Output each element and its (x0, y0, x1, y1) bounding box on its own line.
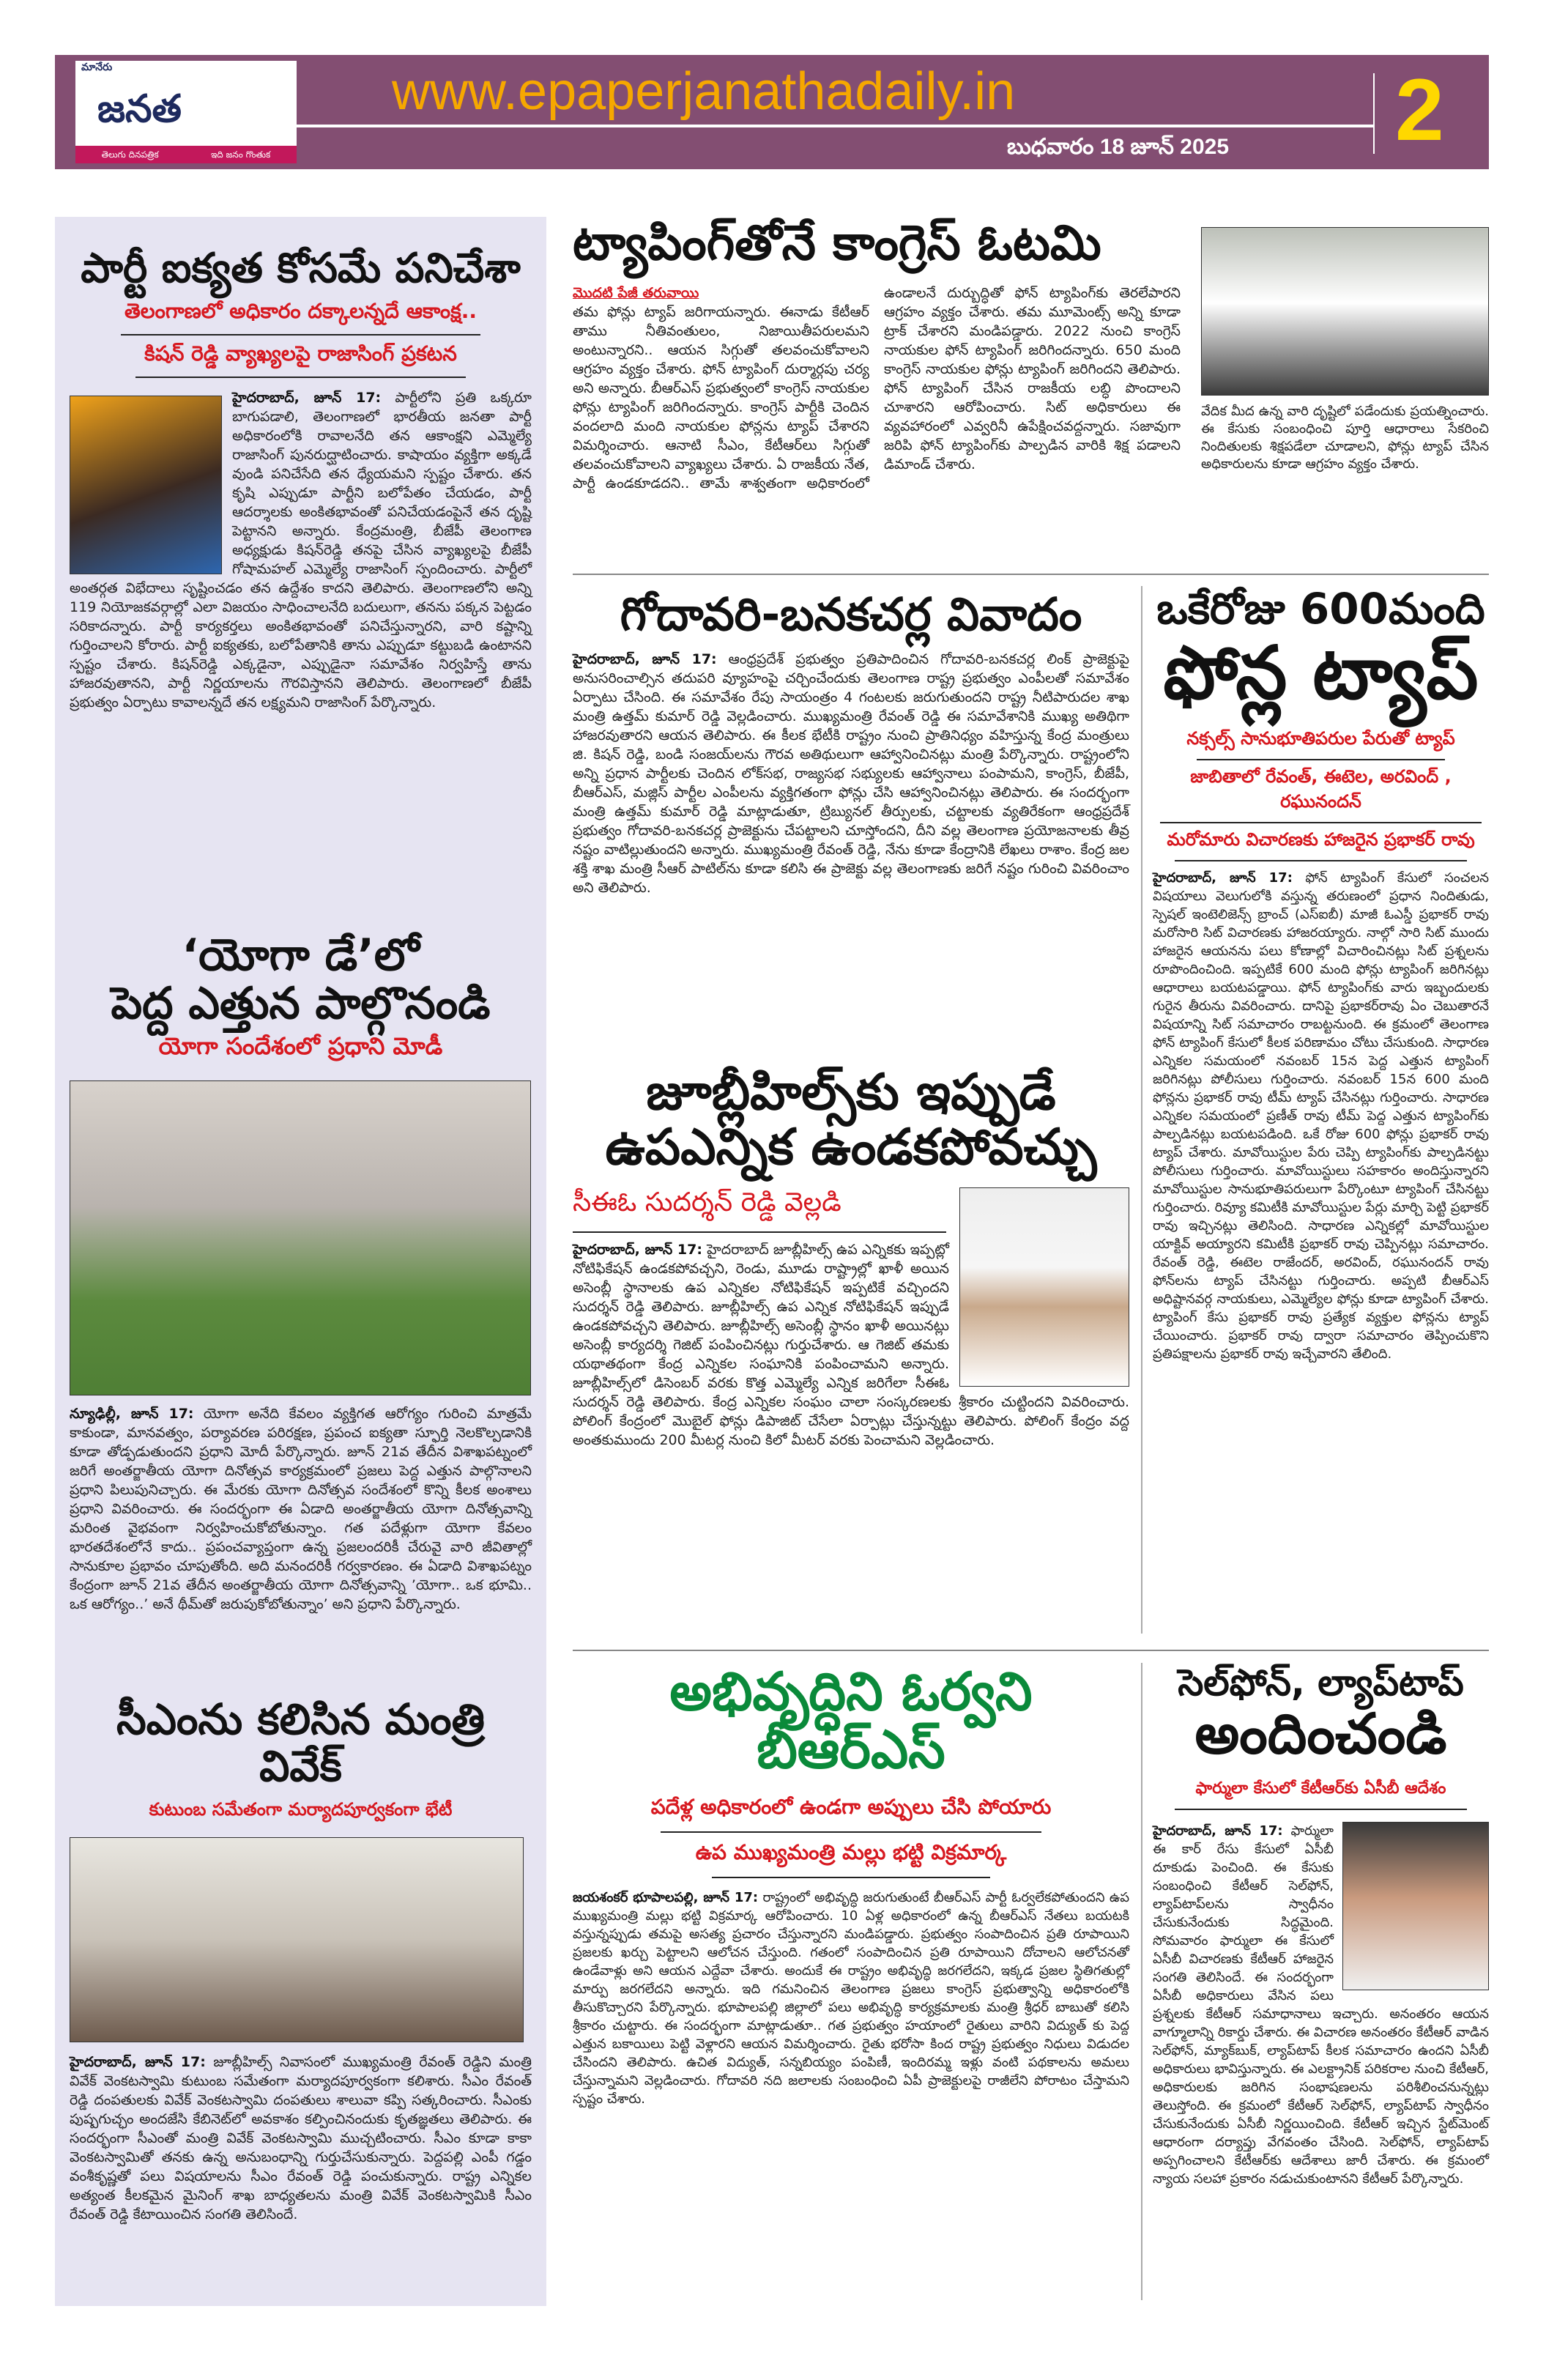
section-divider (573, 574, 1489, 575)
article-body: తమ ఫోన్లు ట్యాప్ జరిగాయన్నారు. ఈనాడు కేటీఆర్ తాము నీతివంతులం, నిజాయితీపరులమని అంటున్నారని.. ఆయన సిగ్గుతో తలవంచుకోవాలని ఆగ్రహం వ్యక్తం చేశారు. ఫోన్ ట్యాపింగ్ దుర్మార్గపు చర్య అని అన్నారు. బీఆర్ఎస్ ప్రభుత్వంలో కాంగ్రెస్ నాయకుల ఫోన్లు ట్యాపింగ్ జరిగిందన్నారు. కాంగ్రెస్ పార్టీకి చెందిన వందలాది మంది నాయకుల ఫోన్లను ట్యాప్ చేశారని విమర్శించారు. ఆనాటి సీఎం, కేటీఆర్‌లు సిగ్గుతో తలవంచుకోవాలని వ్యాఖ్యలు చేశారు. ఏ రాజకీయ నేత, పార్టీ ఉండకూడదని.. తామే శాశ్వతంగా అధికారంలో ఉండాలనే దుర్బుద్ధితో ఫోన్ ట్యాపింగ్‌కు తెరలేపారని ఆగ్రహం వ్యక్తం చేశారు. తమ మూమెంట్స్ అన్ని కూడా ట్రాక్ చేశారని మండిపడ్డారు. 2022 నుంచి కాంగ్రెస్ నాయకుల ఫోన్ ట్యాపింగ్ జరిగిందన్నారు. 650 మంది కాంగ్రెస్ నాయకుల ఫోన్లు ట్యాపింగ్ జరిగిందని తెలిపారు. ఫోన్ ట్యాపింగ్ చేసిన రాజకీయ లబ్ధి పొందాలని చూశారని ఆరోపించారు. సిట్ అధికారులు ఈ వ్యవహారంలో ఎవ్వరినీ ఉపేక్షించవద్దన్నారు. సజావుగా జరిపి ఫోన్ ట్యాపింగ్‌కు పాల్పడిన వారికి శిక్ష పడాలని డిమాండ్ చేశారు. (573, 284, 1181, 492)
article-body: ఫోన్ ట్యాపింగ్ కేసులో సంచలన విషయాలు వెలుగులోకి వస్తున్న తరుణంలో ప్రధాన నిందితుడు, స్పెషల్ ఇంటెలిజెన్స్ బ్రాంచ్ (ఎస్ఐబీ) మాజీ ఓఎస్డీ ప్రభాకర్ రావు మరోసారి సిట్ విచారణకు హాజరయ్యారు. నాల్గో సారి సిట్ ముందు హాజరైన ఆయనను పలు కోణాల్లో విచారించినట్లు సిట్ ప్రశ్నలను రూపొందించింది. ఇప్పటికే 600 మంది ఫోన్లు ట్యాపింగ్ జరిగినట్లు ఆధారాలు బయటపడ్డాయి. ఫోన్ ట్యాపింగ్‌కు వారు ఇబ్బందులకు గురైన తీరును వివరించారు. దానిపై ప్రభాకర్‌రావు ఏం చెబుతారనే విషయాన్ని సిట్ సమాచారం రాబట్టనుంది. ఈ క్రమంలో తెలంగాణ ఫోన్ ట్యాపింగ్ కేసులో కీలక పరిణామం చోటు చేసుకుంది. సాధారణ ఎన్నికల సమయంలో నవంబర్ 15న పెద్ద ఎత్తున ట్యాపింగ్ జరిగినట్లు పోలీసులు గుర్తించారు. నవంబర్ 15న 600 మంది ఫోన్లను ప్రభాకర్ రావు టీమ్ ట్యాప్ చేసినట్లు గుర్తించారు. సాధారణ ఎన్నికల సమయంలో ప్రణీత్ రావు టీమ్ పెద్ద ఎత్తున ట్యాపింగ్‌కు పాల్పడినట్లు బయటపడింది. ఒకే రోజు 600 ఫోన్లు ప్రభాకర్ రావు ట్యాప్ చేశారు. మావోయిస్టుల పేరు చెప్పి ట్యాపింగ్‌కు పాల్పడినట్టు పోలీసులు గుర్తించారు. మావోయిస్టులు సహకారం అందిస్తున్నారని మావోయిస్టుల సానుభూతిపరులుగా పేర్కొంటూ ట్యాపింగ్ చేసినట్టు గుర్తించారు. రివ్యూ కమిటీకి మావోయిస్టుల పేర్లు మార్చి పెట్టి ప్రభాకర్ రావు ఇచ్చినట్లు తెలిసింది. సాధారణ ఎన్నికల్లో మావోయిస్టుల యాక్టివ్ అయ్యారని కమిటీకి ప్రభాకర్ రావు చెప్పినట్లు సమాచారం. రేవంత్ రెడ్డి, ఈటెల రాజేందర్, అరవింద్, రఘునందన్ రావు ఫోన్‌లను ట్యాప్ చేసినట్టు గుర్తించారు. అప్పటి బీఆర్ఎస్ అధిష్టానవర్గ నాయకులు, ఎమ్మెల్యేల ఫోన్లు కూడా ట్యాపింగ్ చేశారు. ట్యాపింగ్ కేసు ప్రభాకర్ రావు ప్రత్యేక వ్యక్తుల ఫోన్లను ట్యాప్ చేయించారు. ప్రభాకర్ రావు ద్వారా సమాచారం తెప్పించుకొని ప్రతిపక్షాలను ప్రభాకర్ రావు ఇచ్చేవారని తేలింది. (1153, 870, 1490, 1362)
divider (1175, 1809, 1467, 1810)
subheadline: కిషన్ రెడ్డి వ్యాఖ్యలపై రాజాసింగ్ ప్రకటన (144, 341, 457, 366)
masthead-divider (297, 125, 1373, 127)
logo-band (75, 146, 297, 163)
photo-sudarshan-reddy (959, 1187, 1129, 1387)
headline: ఉపఎన్నిక ఉండకపోవచ్చు (605, 1118, 1097, 1176)
article-body: హైదరాబాద్ జూబ్లీహిల్స్ ఉప ఎన్నికకు ఇప్పట్లో నోటిఫికేషన్ ఉండకపోవచ్చని, రెండు, మూడు రాష్ట్రాల్లో ఖాళీ అయిన అసెంబ్లీ స్థానాలకు ఉప ఎన్నికల నోటిఫికేషన్ ఇప్పటికే వచ్చిందని సుదర్శన్ రెడ్డి తెలిపారు. జూబ్లీహిల్స్ ఉప ఎన్నిక నోటిఫికేషన్ ఇప్పుడే ఉండకపోవచ్చని తెలిపారు. జూబ్లీహిల్స్ అసెంబ్లీ స్థానం ఖాళీ అయినట్లు అసెంబ్లీ కార్యదర్శి గెజిట్ పంపించినట్లు గుర్తుచేశారు. ఆ గెజిట్ తమకు యథాతథంగా కేంద్ర ఎన్నికల సంఘానికి పంపించామని అన్నారు. జూబ్లీహిల్స్‌లో డిసెంబర్ వరకు కొత్త ఎమ్మెల్యే ఎన్నిక జరిగేలా సీఈఓ సుదర్శన్ రెడ్డి తెలిపారు. కేంద్ర ఎన్నికల సంఘం చాలా సంస్కరణలకు శ్రీకారం చుట్టిందని వివరించారు. పోలింగ్ కేంద్రంలో మొబైల్ ఫోన్లు డిపాజిట్ చేసేలా ఏర్పాట్లు చేస్తున్నట్టు తెలిపారు. పోలింగ్ కేంద్రం వద్ద అంతకుముందు 200 మీటర్ల నుంచి కిలో మీటర్ వరకు పెంచామని వెల్లడించారు. (573, 1241, 1129, 1448)
column-divider (1141, 586, 1142, 1634)
logo-tagline-top: మానేరు (81, 62, 113, 73)
photo-cm-vivek (70, 1837, 524, 2042)
newspaper-logo (75, 61, 297, 163)
photo-raja-singh (70, 396, 222, 574)
article-body: ఆంధ్రప్రదేశ్ ప్రభుత్వం ప్రతిపాదించిన గోదావరి-బనకచర్ల లింక్ ప్రాజెక్టుపై అనుసరించాల్సిన తదుపరి వ్యూహంపై చర్చించేందుకు తెలంగాణ రాష్ట్ర ప్రభుత్వం ఎంపీలతో సమావేశం ఏర్పాటు చేసింది. ఈ సమావేశం రేపు సాయంత్రం 4 గంటలకు జరుగుతుందని రాష్ట్ర నీటిపారుదల శాఖ మంత్రి ఉత్తమ్ కుమార్ రెడ్డి వెల్లడించారు. ముఖ్యమంత్రి రేవంత్ రెడ్డి ఈ సమావేశానికి ముఖ్య అతిథిగా హాజరవుతారని ఆయన తెలిపారు. ఈ కీలక భేటీకి రాష్ట్రం నుంచి ప్రాతినిధ్యం వహిస్తున్న కేంద్ర మంత్రులు జి. కిషన్ రెడ్డి, బండి సంజయ్‌లను గౌరవ అతిథులుగా ఆహ్వానించినట్లు మంత్రి పేర్కొన్నారు. రాష్ట్రంలోని అన్ని ప్రధాన పార్టీలకు చెందిన లోక్‌సభ, రాజ్యసభ సభ్యులకు ఆహ్వానాలు పంపామని, కాంగ్రెస్, బీజేపీ, బీఆర్ఎస్, మజ్లిస్ పార్టీల ఎంపీలను వ్యక్తిగతంగా ఫోన్లు చేసి ఆహ్వానించినట్లు తెలిపారు. ఈ సందర్భంగా మంత్రి ఉత్తమ్ కుమార్ రెడ్డి మాట్లాడుతూ, ట్రిబ్యునల్ తీర్పులకు, చట్టాలకు వ్యతిరేకంగా ఆంధ్రప్రదేశ్ ప్రభుత్వం గోదావరి-బనకచర్ల ప్రాజెక్టును చేపట్టాలని చూస్తోందని, దీని వల్ల తెలంగాణ ప్రయోజనాలకు తీవ్ర నష్టం వాటిల్లుతుందని అన్నారు. ముఖ్యమంత్రి రేవంత్ రెడ్డి, నేను కూడా కేంద్రానికి లేఖలు రాశాం. కేంద్ర జల శక్తి శాఖ మంత్రి సీఆర్ పాటిల్‌ను కూడా కలిసి ఈ ప్రాజెక్టు వల్ల తెలంగాణకు జరిగే నష్టం గురించి వివరించాం అని తెలిపారు. (573, 651, 1129, 897)
headline: ‘యోగా డే’లో (182, 930, 420, 981)
subheadline: సీఈఓ సుదర్శన్ రెడ్డి వెల్లడి (573, 1187, 841, 1217)
divider (1160, 822, 1482, 823)
divider (1175, 860, 1467, 861)
dateline: న్యూఢిల్లీ, జూన్ 17: (70, 1406, 194, 1422)
article-body: జూబ్లీహిల్స్ నివాసంలో ముఖ్యమంత్రి రేవంత్ రెడ్డిని మంత్రి వివేక్ వెంకటస్వామి కుటుంబ సమేతంగా మర్యాదపూర్వకంగా కలిశారు. సీఎం రేవంత్ రెడ్డి దంపతులకు వివేక్ వెంకటస్వామి దంపతులు శాలువా కప్పి సత్కరించారు. సీఎంకు పుష్పగుచ్ఛం అందజేసి కేబినెట్‌లో అవకాశం కల్పించినందుకు కృతజ్ఞతలు తెలిపారు. ఈ సందర్భంగా సీఎంతో మంత్రి వివేక్ వెంకటస్వామి ముచ్చటించారు. సీఎం కూడా కాకా వెంకటస్వామితో తనకు ఉన్న అనుబంధాన్ని గుర్తుచేసుకున్నారు. పెద్దపల్లి ఎంపీ గడ్డం వంశీకృష్ణతో పలు విషయాలను సీఎం రేవంత్ రెడ్డి పంచుకున్నారు. రాష్ట్ర ఎన్నికల అత్యంత కీలకమైన మైనింగ్ శాఖ బాధ్యతలను మంత్రి వివేక్ వెంకటస్వామికి సీఎం రేవంత్ రెడ్డి కేటాయించిన సంగతి తెలిసిందే. (70, 2053, 532, 2223)
subheadline: మరోమారు విచారణకు హాజరైన ప్రభాకర్ రావు (1167, 828, 1475, 850)
headline: గోదావరి-బనకచర్ల వివాదం (620, 587, 1082, 641)
logo-band-left: తెలుగు దినపత్రిక (101, 149, 159, 160)
headline: సీఎంను కలిసిన మంత్రి వివేక్ (116, 1694, 485, 1791)
dateline: జయశంకర్ భూపాలపల్లి, జూన్ 17: (573, 1890, 759, 1906)
website-url[interactable]: www.epaperjanathadaily.in (392, 62, 1016, 121)
photo-ktr (1342, 1822, 1489, 1990)
article-vivek (70, 1694, 532, 2331)
divider (1197, 759, 1445, 760)
headline: ట్యాపింగ్‌తోనే కాంగ్రెస్ ఓటమి (573, 215, 1101, 271)
divider (135, 377, 466, 378)
divider (661, 1831, 1041, 1833)
article-body: రాష్ట్రంలో అభివృద్ధి జరుగుతుంటే బీఆర్ఎస్ పార్టీ ఓర్వలేకపోతుందని ఉప ముఖ్యమంత్రి మల్లు భట్టి విక్రమార్క ఆరోపించారు. 10 ఏళ్ల అధికారంలో ఉన్న బీఆర్ఎస్ నేతలు బయటకి వస్తున్నప్పుడు తమపై అసత్య ప్రచారం చేస్తున్నారని మండిపడ్డారు. ప్రభుత్వం సంపాదించిన ప్రతి రూపాయిని ప్రజలకు ఖర్చు పెట్టాలని ఆలోచన చేస్తుంది. గతంలో సంపాదించిన ప్రతి రూపాయిని దోచాలని ఆలోచనతో ఉండేవాళ్లు అని ఆయన ఎద్దేవా చేశారు. అందుకే ఈ రాష్ట్రం అభివృద్ధి జరగలేదని, ఇక్కడ ప్రజల స్థితిగతుల్లో మార్పు జరగలేదని అన్నారు. ఇది గమనించిన తెలంగాణ ప్రజలు కాంగ్రెస్ ప్రభుత్వాన్ని అధికారంలోకి తీసుకొచ్చారని పేర్కొన్నారు. భూపాలపల్లి జిల్లాలో పలు అభివృద్ధి కార్యక్రమాలకు మంత్రి శ్రీధర్ బాబుతో కలిసి శ్రీకారం చుట్టారు. ఈ సందర్భంగా మాట్లాడుతూ.. గత ప్రభుత్వం హయాంలో రైతులు వారిని విద్యుత్ కు పెద్ద ఎత్తున బకాయిలు పెట్టి వెళ్లారని ఆయన విమర్శించారు. రైతు భరోసా కింద రాష్ట్ర ప్రభుత్వం నిధులు విడుదల చేసిందని తెలిపారు. ఉచిత విద్యుత్, సన్నబియ్యం పంపిణీ, ఇందిరమ్మ ఇళ్లు వంటి పథకాలను అమలు చేస్తున్నామని వెల్లడించారు. గోదావరి నది జలాలకు సంబంధించి ఏపీ ప్రాజెక్టులపై రాజీలేని పోరాటం చేస్తామని స్పష్టం చేశారు. (573, 1890, 1129, 2107)
headline: సెల్‌ఫోన్, ల్యాప్‌టాప్ (1178, 1661, 1464, 1704)
subheadline: జాబితాలో రేవంత్, ఈటెల, అరవింద్ , రఘునందన్ (1190, 765, 1452, 812)
column-divider (1141, 1663, 1142, 2300)
divider (121, 334, 480, 336)
divider (712, 1877, 990, 1878)
headline: పార్టీ ఐక్యత కోసమే పనిచేశా (81, 245, 521, 292)
headline: ఫోన్ల ట్యాప్ (1163, 629, 1479, 716)
continued-label: మొదటి పేజీ తరువాయి (573, 284, 699, 301)
headline: పెద్ద ఎత్తున పాల్గొనండి (111, 978, 491, 1029)
headline: ఒకేరోజు 600మంది (1156, 584, 1485, 634)
section-divider (573, 1650, 1489, 1651)
divider (573, 1231, 946, 1233)
dateline: హైదరాబాద్, జూన్ 17: (573, 651, 717, 668)
headline: అందించండి (1194, 1701, 1447, 1766)
headline: జూబ్లీహిల్స్‌కు ఇప్పుడే (646, 1064, 1056, 1122)
issue-date: బుధవారం 18 జూన్ 2025 (1007, 135, 1230, 159)
subheadline: ఫార్ములా కేసులో కేటీఆర్‌కు ఏసీబీ ఆదేశం (1195, 1779, 1446, 1798)
article-party-unity (70, 246, 532, 967)
dateline: హైదరాబాద్, జూన్ 17: (573, 1241, 702, 1258)
photo-leaders (1201, 227, 1489, 396)
page-number: 2 (1395, 61, 1444, 159)
dateline: హైదరాబాద్, జూన్ 17: (1153, 1823, 1283, 1839)
article-tapping (573, 217, 1181, 547)
masthead (55, 55, 1489, 169)
logo-band-right: ఇది జనం గొంతుక (210, 149, 271, 160)
article-body: యోగా అనేది కేవలం వ్యక్తిగత ఆరోగ్యం గురించి మాత్రమే కాకుండా, మానవత్వం, పర్యావరణ పరిరక్షణ, ప్రపంచ ఐక్యతా స్ఫూర్తి నెలకొల్పడానికి కూడా తోడ్పడుతుందని ప్రధాని మోదీ పేర్కొన్నారు. జూన్ 21వ తేదీన విశాఖపట్నంలో జరిగే అంతర్జాతీయ యోగా దినోత్సవ కార్యక్రమంలో ప్రజలు పెద్ద ఎత్తున పాల్గొనాలని ప్రధాని పిలుపునిచ్చారు. ఈ మేరకు యోగా దినోత్సవ సందేశంలో కొన్ని కీలక అంశాలు ప్రధాని వివరించారు. ఈ సందర్భంగా ఈ ఏడాది అంతర్జాతీయ యోగా దినోత్సవాన్ని మరింత వైభవంగా నిర్వహించుకోబోతున్నాం. గత పదేళ్లుగా యోగా కేవలం భారతదేశంలోనే కాదు.. ప్రపంచవ్యాప్తంగా ఉన్న ప్రజలందరికీ చేరువై వారి జీవితాల్లో సానుకూల ప్రభావం చూపుతోంది. అది మనందరికీ గర్వకారణం. ఈ ఏడాది విశాఖపట్నం కేంద్రంగా జూన్ 21వ తేదీన అంతర్జాతీయ యోగా దినోత్సవాన్ని ’యోగా.. ఒక భూమి.. ఒక ఆరోగ్యం..’ అనే థీమ్‌తో జరుపుకోబోతున్నాం’ అని ప్రధాని పేర్కొన్నారు. (70, 1406, 532, 1612)
dateline: హైదరాబాద్, జూన్ 17: (232, 389, 382, 406)
photo-caption: వేదిక మీద ఉన్న వారి దృష్టిలో పడేందుకు ప్రయత్నించారు. ఈ కేసుకు సంబంధించి పూర్తి ఆధారాలు సేకరించి నిందితులకు శిక్షపడేలా చూడాలని, ఫోన్లు ట్యాప్ చేసిన అధికారులను కూడా ఆగ్రహం వ్యక్తం చేశారు. (1201, 404, 1489, 472)
subheadline: నక్సల్స్ సానుభూతిపరుల పేరుతో ట్యాప్ (1186, 727, 1455, 749)
subheadline: ఉప ముఖ్యమంత్రి మల్లు భట్టి విక్రమార్క (695, 1840, 1007, 1865)
article-yoga (70, 931, 532, 1690)
article-cellphone-laptop (1153, 1663, 1489, 2261)
article-brs (573, 1663, 1129, 2335)
headline: అభివృద్ధిని ఓర్వని బీఆర్ఎస్ (669, 1661, 1033, 1781)
dateline: హైదరాబాద్, జూన్ 17: (70, 2053, 206, 2070)
article-body: పార్టీలోని ప్రతి ఒక్కరూ బాగుపడాలి, తెలంగాణలో భారతీయ జనతా పార్టీ అధికారంలోకి రావాలనేది తన ఆకాంక్షని ఎమ్మెల్యే రాజాసింగ్ పునరుద్ఘాటించారు. కాషాయం వ్యక్తిగా అక్కడే వుండి పనిచేసేది తన ధ్యేయమని స్పష్టం చేశారు. తన కృషి ఎప్పుడూ పార్టీని బలోపేతం చేయడం, పార్టీ ఆదర్శాలకు అంకితభావంతో పనిచేయడంపైనే తన దృష్టి పెట్టానని అన్నారు. కేంద్రమంత్రి, బీజేపీ తెలంగాణ అధ్యక్షుడు కిషన్‌రెడ్డి తనపై చేసిన వ్యాఖ్యలపై బీజేపీ గోషామహల్ ఎమ్మెల్యే రాజాసింగ్ స్పందించారు. పార్టీలో అంతర్గత విభేదాలు సృష్టించడం తన ఉద్దేశం కాదని తెలిపారు. తెలంగాణలోని అన్ని 119 నియోజకవర్గాల్లో ఎలా విజయం సాధించాలనేది బదులుగా, తనను పక్కన పెట్టడం సరికాదన్నారు. పార్టీ కార్యకర్తలు అంకితభావంతో పనిచేస్తున్నారని, వారి కష్టాన్ని గుర్తించాలని కోరారు. పార్టీ ఐక్యతకు, బలోపేతానికి తాను ఎప్పుడూ కట్టుబడి ఉంటానని స్పష్టం చేశారు. కిషన్‌రెడ్డి ఎక్కడైనా, ఎప్పుడైనా సమావేశం నిర్వహిస్తే తాను హాజరవుతానని, పార్టీ నిర్ణయాలను గౌరవిస్తానని తెలిపారు. తెలంగాణలో బీజేపీ ప్రభుత్వం ఏర్పాటు కావాలన్నదే తన లక్ష్యమని రాజాసింగ్ పేర్కొన్నారు. (70, 389, 532, 711)
subheadline: యోగా సందేశంలో ప్రధాని మోడీ (158, 1032, 443, 1060)
dateline: హైదరాబాద్, జూన్ 17: (1153, 870, 1293, 886)
masthead-vertical-divider (1373, 73, 1375, 154)
subheadline: పదేళ్ల అధికారంలో ఉండగా అప్పులు చేసి పోయారు (650, 1795, 1052, 1820)
subheadline: తెలంగాణలో అధికారం దక్కాలన్నదే ఆకాంక్ష.. (125, 298, 477, 323)
photo-yoga-modi (70, 1080, 531, 1395)
article-jubilee-hills (573, 1066, 1129, 1606)
logo-title: జనత (97, 87, 182, 131)
article-body: ఫార్ములా ఈ కార్ రేసు కేసులో ఏసీబీ దూకుడు పెంచింది. ఈ కేసుకు సంబంధించి కేటీఆర్ సెల్‌ఫోన్, ల్యాప్‌టాప్‌లను స్వాధీనం చేసుకునేందుకు సిద్ధమైంది. సోమవారం ఫార్ములా ఈ కేసులో ఏసీబీ విచారణకు కేటీఆర్ హాజరైన సంగతి తెలిసిందే. ఈ సందర్భంగా ఏసీబీ అధికారులు వేసిన పలు ప్రశ్నలకు కేటీఆర్ సమాధానాలు ఇచ్చారు. అనంతరం ఆయన వాగ్మూలాన్ని రికార్డు చేశారు. ఈ విచారణ అనంతరం కేటీఆర్ వాడిన సెల్‌ఫోన్, మ్యాక్‌బుక్, ల్యాప్‌టాప్ కీలక సమాచారం ఉందని ఏసీబీ అధికారులు భావిస్తున్నారు. ఈ ఎలక్ట్రానిక్ పరికరాల నుంచి కేటీఆర్, అధికారులకు జరిగిన సంభాషణలను పరిశీలించనున్నట్లు తెలుస్తోంది. ఈ క్రమంలో కేటీఆర్ సెల్‌ఫోన్, ల్యాప్‌టాప్ స్వాధీనం చేసుకునేందుకు ఏసీబీ నిర్ణయించింది. కేటీఆర్ ఇచ్చిన స్టేట్‌మెంట్ ఆధారంగా దర్యాప్తు వేగవంతం చేసింది. సెల్‌ఫోన్, ల్యాప్‌టాప్ అప్పగించాలని కేటీఆర్‌కు ఆదేశాలు జారీ చేశారు. ఈ క్రమంలో న్యాయ సలహా ప్రకారం నడుచుకుంటానని కేటీఆర్ పేర్కొన్నారు. (1153, 1823, 1489, 2187)
subheadline: కుటుంబ సమేతంగా మర్యాదపూర్వకంగా భేటీ (149, 1798, 453, 1820)
left-column (55, 217, 546, 2306)
article-600-phones (1153, 586, 1489, 1631)
article-godavari (573, 587, 1129, 1031)
